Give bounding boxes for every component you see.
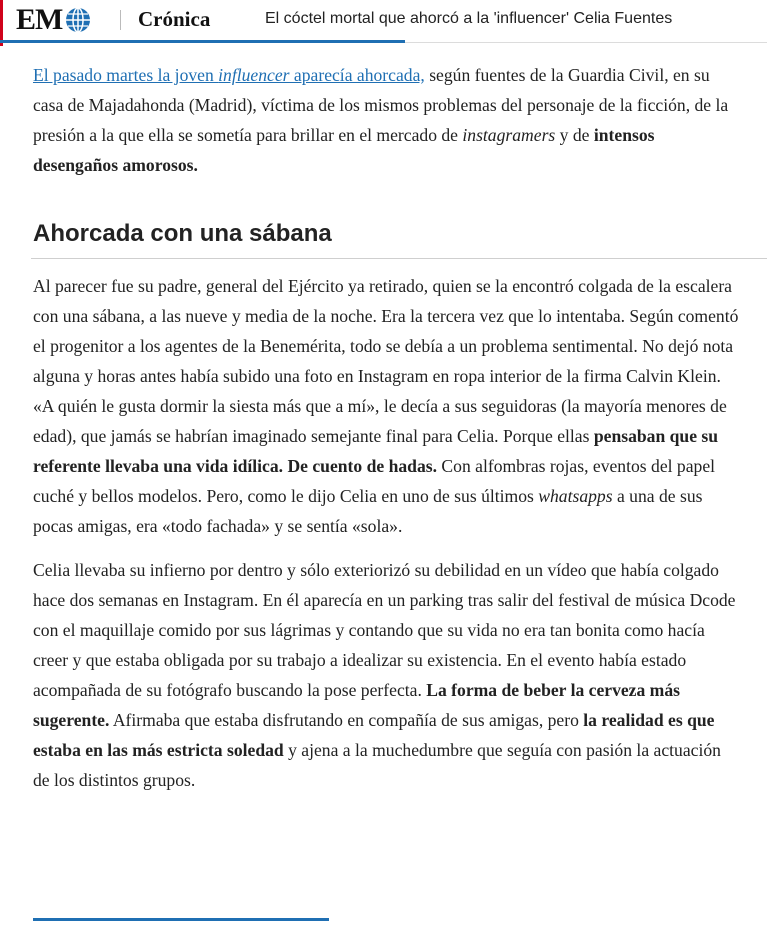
paragraph-1 <box>33 60 739 180</box>
p1-em-1: instagramers <box>462 125 556 145</box>
subheading: Ahorcada con una sábana <box>33 220 332 247</box>
p1-bold-1: intensos desengaños amorosos. <box>33 125 655 175</box>
logo-text: EM <box>16 3 63 36</box>
header-headline: El cóctel mortal que ahorcó a la 'influencer' Celia Fuentes <box>265 10 673 27</box>
paragraph-3 <box>33 555 739 795</box>
p2-text-3: a una de sus pocas amigas, era «todo fachada» y se sentía «sola». <box>33 486 703 536</box>
bottom-divider <box>33 918 329 921</box>
reading-progress-bar <box>0 40 405 43</box>
p1-text-1: según fuentes de la Guardia Civil, en su casa de Majadahonda (Madrid), víctima de los mismos problemas del personaje de la ficción, de la presión a la que ella se sometía para brillar en el mercado de <box>33 65 729 145</box>
site-logo[interactable] <box>16 2 92 38</box>
p2-text-1: Al parecer fue su padre, general del Ejército ya retirado, quien se la encontró colgada de la escalera con una sábana, a las nueve y media de la noche. Era la tercera vez que lo intentaba. Según comentó el progenitor a los agentes de la Benemérita, todo se debía a un problema sentimental. No dejó nota alguna y horas antes había subido una foto en Instagram en ropa interior de la firma Calvin Klein. «A quién le gusta dormir la siesta más que a mí», le decía a sus seguidoras (la mayoría menores de edad), que jamás se habrían imaginado semejante final para Celia. Porque ellas <box>33 276 739 446</box>
p1-text-2: y de <box>555 125 594 145</box>
p3-bold-1: La forma de beber la cerveza más sugerente. <box>33 680 680 730</box>
p3-text-2: Afirmaba que estaba disfrutando en compañía de sus amigas, pero <box>109 710 584 730</box>
p2-text-2: Con alfombras rojas, eventos del papel cuché y bellos modelos. Pero, como le dijo Celia en uno de sus últimos <box>33 456 716 506</box>
p3-text-1: Celia llevaba su infierno por dentro y sólo exteriorizó su debilidad en un vídeo que había colgado hace dos semanas en Instagram. En él aparecía en un parking tras salir del festival de música Dcode con el maquillaje comido por sus lágrimas y contando que su vida no era tan bonita como hacía creer y que estaba obligada por su trabajo a idealizar su existencia. En el evento había estado acompañada de su fotógrafo buscando la pose perfecta. <box>33 560 736 700</box>
top-bar <box>0 0 767 43</box>
link-text-em: influencer <box>218 65 290 85</box>
paragraph-2 <box>33 271 739 541</box>
header-divider <box>120 10 121 30</box>
p2-em-1: whatsapps <box>538 486 613 506</box>
p2-bold-1: pensaban que su referente llevaba una vida idílica. De cuento de hadas. <box>33 426 719 476</box>
subheading-divider <box>31 258 767 259</box>
link-text-a: El pasado martes la joven <box>33 65 219 85</box>
article-body <box>33 46 739 795</box>
link-text-b: aparecía ahorcada, <box>289 65 425 85</box>
p3-bold-2: la realidad es que estaba en las más estricta soledad <box>33 710 715 760</box>
p3-text-3: y ajena a la muchedumbre que seguía con pasión la actuación de los distintos grupos. <box>33 740 721 790</box>
article-link[interactable] <box>33 65 425 85</box>
globe-icon <box>64 6 92 34</box>
section-link[interactable]: Crónica <box>138 7 211 31</box>
